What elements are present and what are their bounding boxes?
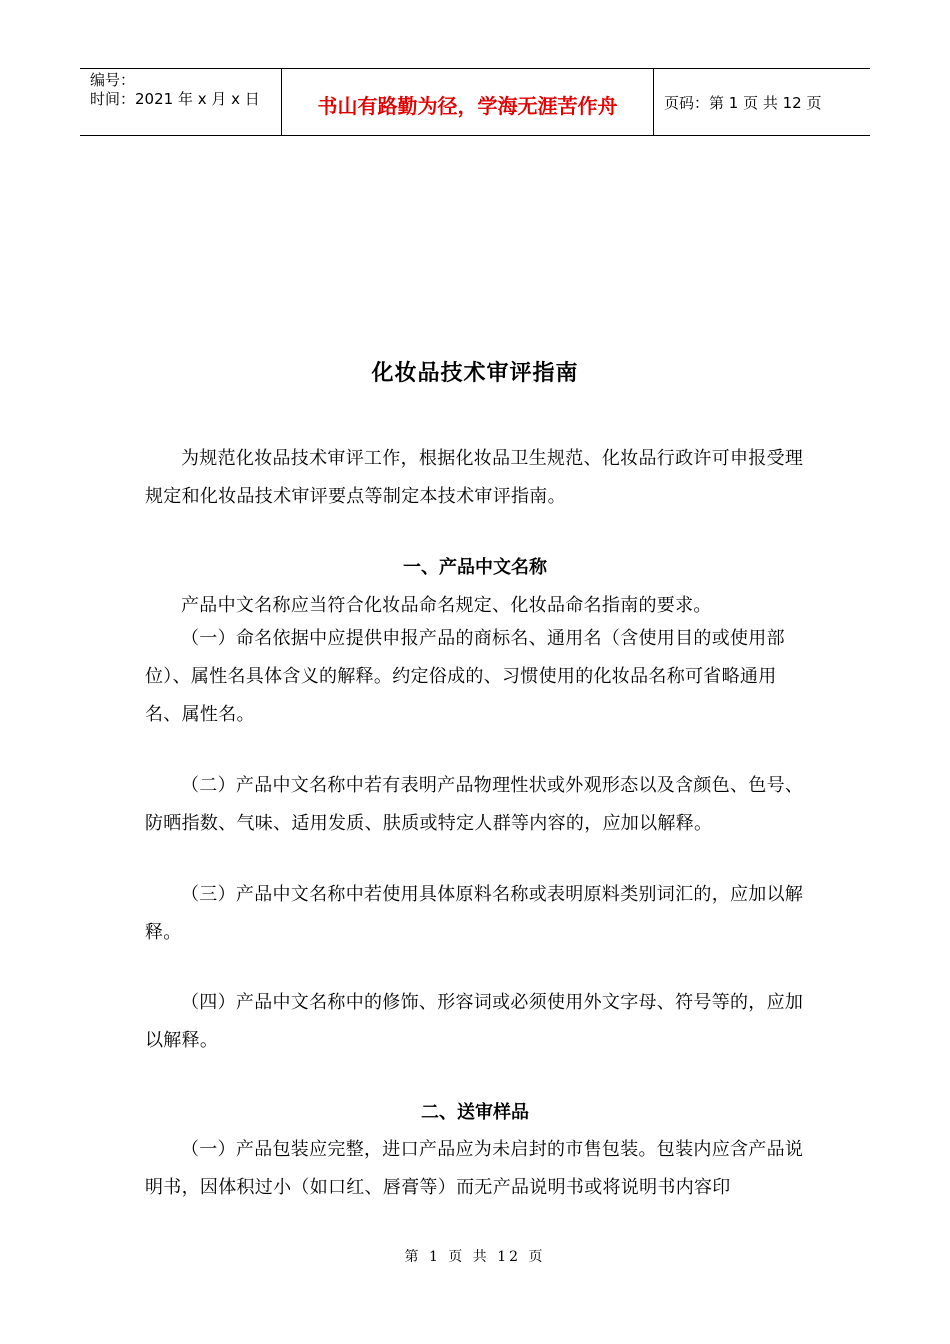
document-date-label: 时间：2021 年 x 月 x 日 (90, 90, 260, 108)
section1-paragraph-2: （二）产品中文名称中若有表明产品物理性状或外观形态以及含颜色、色号、防晒指数、气味、适用发质、肤质或特定人群等内容的，应加以解释。 (145, 775, 804, 834)
page-info-text: 页码：第 1 页 共 12 页 (664, 93, 822, 112)
page-footer: 第 1 页 共 12 页 (404, 1249, 546, 1265)
section-heading-2: 二、送审样品 (421, 1102, 529, 1123)
header-meta-cell (80, 69, 282, 135)
section-heading-1: 一、产品中文名称 (403, 557, 547, 578)
document-number-label: 编号： (90, 71, 136, 89)
section1-paragraph-3: （三）产品中文名称中若使用具体原料名称或表明原料类别词汇的，应加以解释。 (145, 884, 804, 943)
section1-paragraph-0: 产品中文名称应当符合化妆品命名规定、化妆品命名指南的要求。 (181, 595, 712, 616)
section1-paragraph-1: （一）命名依据中应提供申报产品的商标名、通用名（含使用目的或使用部位）、属性名具体含义的解释。约定俗成的、习惯使用的化妆品名称可省略通用名、属性名。 (145, 628, 785, 725)
intro-paragraph: 为规范化妆品技术审评工作，根据化妆品卫生规范、化妆品行政许可申报受理规定和化妆品技术审评要点等制定本技术审评指南。 (145, 448, 804, 507)
header-page-cell (654, 69, 870, 135)
document-title: 化妆品技术审评指南 (371, 361, 579, 386)
header-table (80, 68, 870, 136)
header-motto-cell (282, 69, 654, 135)
section2-paragraph-1: （一）产品包装应完整，进口产品应为未启封的市售包装。包装内应含产品说明书，因体积过小（如口红、唇膏等）而无产品说明书或将说明书内容印 (145, 1139, 804, 1198)
section1-paragraph-4: （四）产品中文名称中的修饰、形容词或必须使用外文字母、符号等的，应加以解释。 (145, 992, 804, 1051)
motto-text: 书山有路勤为径，学海无涯苦作舟 (317, 93, 618, 118)
